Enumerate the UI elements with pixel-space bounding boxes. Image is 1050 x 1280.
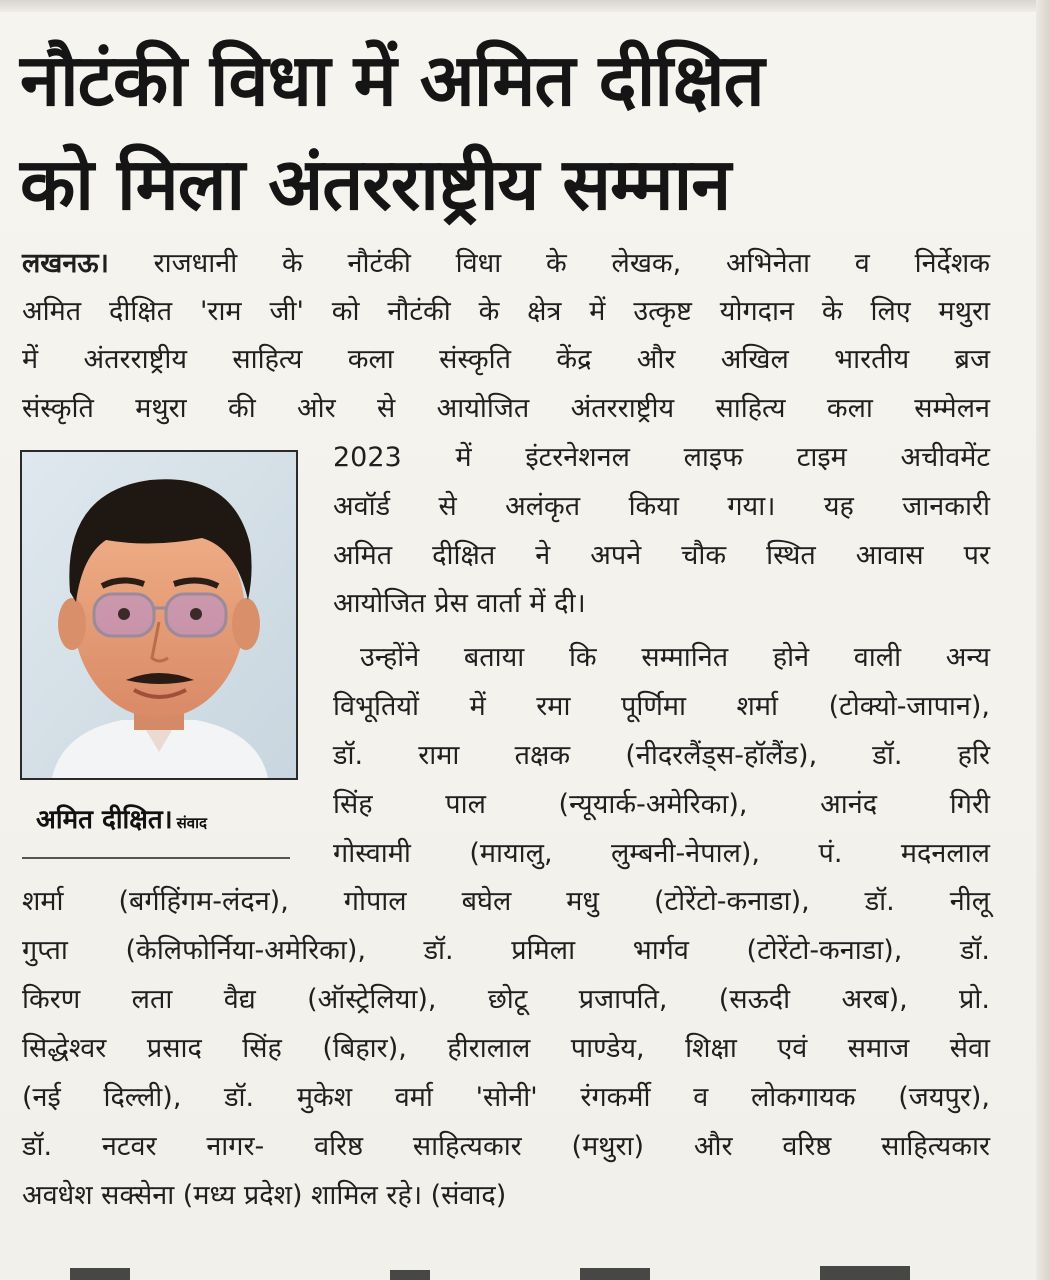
body-line: डॉ. रामा तक्षक (नीदरलैंड्स-हॉलैंड), डॉ. हरि (333, 740, 990, 771)
caption-credit: संवाद (176, 814, 207, 832)
body-line: अवॉर्ड से अलंकृत किया गया। यह जानकारी (333, 491, 990, 522)
body-line: अमित दीक्षित ने अपने चौक स्थित आवास पर (333, 540, 990, 571)
caption-divider (22, 857, 290, 859)
body-line: विभूतियों में रमा पूर्णिमा शर्मा (टोक्यो-जापान), (333, 691, 990, 722)
cropped-text-fragment (60, 1264, 990, 1280)
portrait-illustration (22, 452, 296, 778)
caption-name: अमित दीक्षित। (36, 805, 173, 835)
dateline: लखनऊ। (22, 248, 109, 279)
headline (20, 28, 1020, 236)
body-line: शर्मा (बर्गहिंगम-लंदन), गोपाल बघेल मधु (टोरेंटो-कनाडा), डॉ. नीलू (22, 886, 990, 917)
body-line: किरण लता वैद्य (ऑस्ट्रेलिया), छोटू प्रजापति, (सऊदी अरब), प्रो. (22, 984, 990, 1015)
body-line: सिंह पाल (न्यूयार्क-अमेरिका), आनंद गिरी (333, 789, 990, 820)
body-line: अवधेश सक्सेना (मध्य प्रदेश) शामिल रहे। (संवाद) (22, 1180, 507, 1211)
headline-line-1: नौटंकी विधा में अमित दीक्षित (20, 38, 764, 122)
photo-caption (36, 798, 306, 842)
body-line: अमित दीक्षित 'राम जी' को नौटंकी के क्षेत्र में उत्कृष्ट योगदान के लिए मथुरा (22, 296, 990, 327)
headline-line-2: को मिला अंतरराष्ट्रीय सम्मान (20, 142, 731, 226)
body-line: संस्कृति मथुरा की ओर से आयोजित अंतरराष्ट्रीय साहित्य कला सम्मेलन (22, 393, 990, 424)
body-line: सिद्धेश्वर प्रसाद सिंह (बिहार), हीरालाल पाण्डेय, शिक्षा एवं समाज सेवा (22, 1033, 990, 1064)
next-article-edge (60, 1262, 990, 1280)
body-line: में अंतरराष्ट्रीय साहित्य कला संस्कृति केंद्र और अखिल भारतीय ब्रज (22, 344, 990, 375)
body-line: (नई दिल्ली), डॉ. मुकेश वर्मा 'सोनी' रंगकर्मी व लोकगायक (जयपुर), (22, 1082, 990, 1113)
body-line: लखनऊ। राजधानी के नौटंकी विधा के लेखक, अभिनेता व निर्देशक (22, 248, 990, 279)
top-strip (0, 0, 1050, 12)
body-line: गुप्ता (केलिफोर्निया-अमेरिका), डॉ. प्रमिला भार्गव (टोरेंटो-कनाडा), डॉ. (22, 935, 990, 966)
body-line: 2023 में इंटरनेशनल लाइफ टाइम अचीवमेंट (333, 442, 990, 473)
page-edge (1036, 0, 1050, 1280)
body-line: गोस्वामी (मायालु, लुम्बनी-नेपाल), पं. मदनलाल (333, 838, 990, 869)
body-line: आयोजित प्रेस वार्ता में दी। (333, 588, 586, 619)
body-line: डॉ. नटवर नागर- वरिष्ठ साहित्यकार (मथुरा) और वरिष्ठ साहित्यकार (22, 1131, 990, 1162)
portrait-photo (20, 450, 298, 780)
body-line: उन्होंने बताया कि सम्मानित होने वाली अन्य (360, 642, 990, 673)
